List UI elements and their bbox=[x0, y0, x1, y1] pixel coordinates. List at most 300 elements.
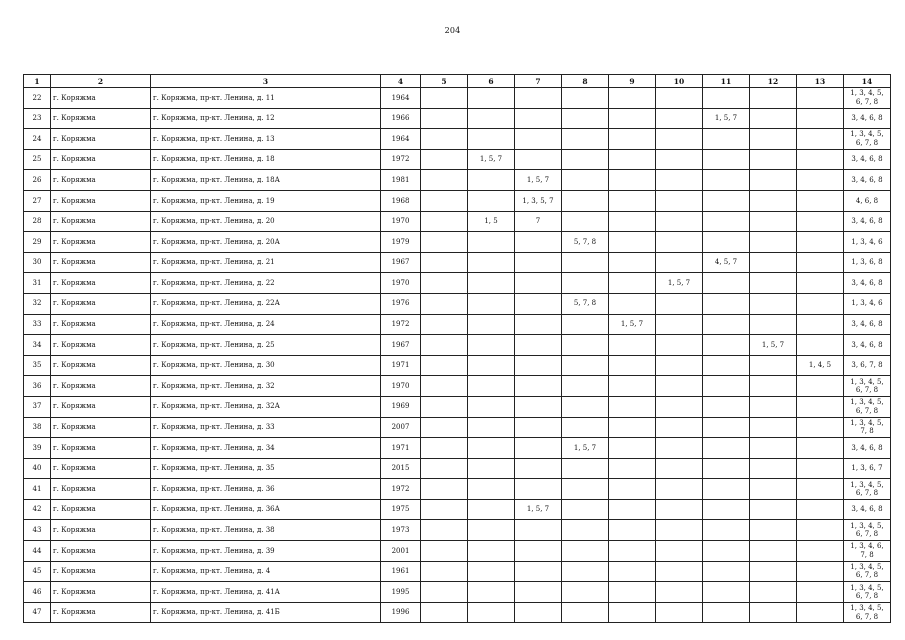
table-row bbox=[24, 520, 891, 541]
table-cell-col-9 bbox=[609, 438, 656, 459]
table-cell-col-8: 5, 7, 8 bbox=[562, 293, 609, 314]
table-cell-col-10 bbox=[656, 417, 703, 438]
table-cell-col-7: 1, 5, 7 bbox=[515, 499, 562, 520]
table-cell-col-12 bbox=[750, 479, 797, 500]
table-cell-col-3: г. Коряжма, пр-кт. Ленина, д. 4 bbox=[151, 561, 381, 582]
table-cell-col-9 bbox=[609, 88, 656, 109]
table-cell-col-12 bbox=[750, 541, 797, 562]
header-row bbox=[24, 75, 891, 88]
table-cell-col-1: 38 bbox=[24, 417, 51, 438]
table-cell-col-14: 3, 4, 6, 8 bbox=[844, 108, 891, 129]
table-cell-col-5 bbox=[421, 211, 468, 232]
table-cell-col-8 bbox=[562, 252, 609, 273]
table-cell-col-1: 30 bbox=[24, 252, 51, 273]
table-cell-col-8 bbox=[562, 417, 609, 438]
table-cell-col-2: г. Коряжма bbox=[51, 582, 151, 603]
table-cell-col-12 bbox=[750, 129, 797, 150]
column-header-1: 1 bbox=[24, 75, 51, 88]
table-cell-col-6 bbox=[468, 252, 515, 273]
table-cell-col-4: 1973 bbox=[381, 520, 421, 541]
table-cell-col-14: 1, 3, 4, 5, 6, 7, 8 bbox=[844, 582, 891, 603]
table-cell-col-6 bbox=[468, 273, 515, 294]
table-row bbox=[24, 335, 891, 356]
table-cell-col-9 bbox=[609, 520, 656, 541]
table-cell-col-12 bbox=[750, 190, 797, 211]
table-cell-col-5 bbox=[421, 335, 468, 356]
table-cell-col-6 bbox=[468, 499, 515, 520]
table-cell-col-4: 1970 bbox=[381, 273, 421, 294]
table-cell-col-4: 1969 bbox=[381, 396, 421, 417]
table-cell-col-13 bbox=[797, 273, 844, 294]
table-cell-col-1: 32 bbox=[24, 293, 51, 314]
table-cell-col-14: 1, 3, 4, 6 bbox=[844, 232, 891, 253]
table-cell-col-5 bbox=[421, 582, 468, 603]
table-cell-col-4: 1996 bbox=[381, 602, 421, 623]
table-cell-col-8 bbox=[562, 499, 609, 520]
table-cell-col-1: 37 bbox=[24, 396, 51, 417]
table-cell-col-7 bbox=[515, 293, 562, 314]
table-cell-col-4: 1966 bbox=[381, 108, 421, 129]
table-cell-col-14: 1, 3, 4, 5, 6, 7, 8 bbox=[844, 520, 891, 541]
table-cell-col-3: г. Коряжма, пр-кт. Ленина, д. 18 bbox=[151, 149, 381, 170]
table-cell-col-11 bbox=[703, 520, 750, 541]
table-cell-col-4: 1970 bbox=[381, 211, 421, 232]
table-cell-col-12 bbox=[750, 582, 797, 603]
table-cell-col-11 bbox=[703, 335, 750, 356]
table-cell-col-11 bbox=[703, 376, 750, 397]
table-cell-col-9 bbox=[609, 396, 656, 417]
table-cell-col-8 bbox=[562, 335, 609, 356]
table-cell-col-3: г. Коряжма, пр-кт. Ленина, д. 36А bbox=[151, 499, 381, 520]
table-row bbox=[24, 88, 891, 109]
table-cell-col-8 bbox=[562, 541, 609, 562]
table-cell-col-7 bbox=[515, 602, 562, 623]
table-cell-col-11 bbox=[703, 499, 750, 520]
column-header-3: 3 bbox=[151, 75, 381, 88]
table-cell-col-1: 31 bbox=[24, 273, 51, 294]
table-cell-col-2: г. Коряжма bbox=[51, 602, 151, 623]
table-cell-col-4: 1979 bbox=[381, 232, 421, 253]
column-header-6: 6 bbox=[468, 75, 515, 88]
table-cell-col-3: г. Коряжма, пр-кт. Ленина, д. 13 bbox=[151, 129, 381, 150]
table-cell-col-5 bbox=[421, 479, 468, 500]
table-cell-col-10 bbox=[656, 520, 703, 541]
table-cell-col-11 bbox=[703, 314, 750, 335]
table-cell-col-11 bbox=[703, 602, 750, 623]
table-cell-col-6 bbox=[468, 232, 515, 253]
table-cell-col-10 bbox=[656, 376, 703, 397]
table-cell-col-12 bbox=[750, 355, 797, 376]
table-cell-col-6 bbox=[468, 602, 515, 623]
table-cell-col-13 bbox=[797, 438, 844, 459]
table-row bbox=[24, 561, 891, 582]
table-cell-col-7: 1, 3, 5, 7 bbox=[515, 190, 562, 211]
table-row bbox=[24, 232, 891, 253]
table-cell-col-13 bbox=[797, 88, 844, 109]
table-cell-col-4: 1968 bbox=[381, 190, 421, 211]
table-cell-col-13 bbox=[797, 232, 844, 253]
table-cell-col-2: г. Коряжма bbox=[51, 252, 151, 273]
table-cell-col-14: 1, 3, 4, 5, 6, 7, 8 bbox=[844, 396, 891, 417]
table-cell-col-12 bbox=[750, 273, 797, 294]
table-cell-col-1: 47 bbox=[24, 602, 51, 623]
table-cell-col-14: 1, 3, 4, 6, 7, 8 bbox=[844, 541, 891, 562]
table-cell-col-1: 24 bbox=[24, 129, 51, 150]
table-cell-col-1: 36 bbox=[24, 376, 51, 397]
table-cell-col-13 bbox=[797, 582, 844, 603]
table-cell-col-4: 2001 bbox=[381, 541, 421, 562]
table-row bbox=[24, 129, 891, 150]
table-cell-col-11 bbox=[703, 293, 750, 314]
table-cell-col-5 bbox=[421, 88, 468, 109]
table-cell-col-2: г. Коряжма bbox=[51, 396, 151, 417]
table-cell-col-9 bbox=[609, 170, 656, 191]
table-header bbox=[24, 75, 891, 88]
table-cell-col-11 bbox=[703, 190, 750, 211]
table-cell-col-13 bbox=[797, 170, 844, 191]
table-cell-col-3: г. Коряжма, пр-кт. Ленина, д. 19 bbox=[151, 190, 381, 211]
table-cell-col-6: 1, 5, 7 bbox=[468, 149, 515, 170]
table-cell-col-13 bbox=[797, 376, 844, 397]
table-cell-col-13 bbox=[797, 108, 844, 129]
table-cell-col-6 bbox=[468, 355, 515, 376]
table-cell-col-7 bbox=[515, 252, 562, 273]
table-cell-col-7 bbox=[515, 458, 562, 479]
table-row bbox=[24, 582, 891, 603]
table-cell-col-12 bbox=[750, 252, 797, 273]
table-cell-col-9 bbox=[609, 499, 656, 520]
table-cell-col-1: 40 bbox=[24, 458, 51, 479]
table-cell-col-9 bbox=[609, 602, 656, 623]
table-cell-col-13 bbox=[797, 252, 844, 273]
table-cell-col-4: 1972 bbox=[381, 149, 421, 170]
table-cell-col-4: 2007 bbox=[381, 417, 421, 438]
table-cell-col-14: 3, 4, 6, 8 bbox=[844, 438, 891, 459]
table-cell-col-2: г. Коряжма bbox=[51, 561, 151, 582]
table-cell-col-7 bbox=[515, 232, 562, 253]
column-header-13: 13 bbox=[797, 75, 844, 88]
column-header-2: 2 bbox=[51, 75, 151, 88]
table-cell-col-14: 1, 3, 4, 5, 6, 7, 8 bbox=[844, 88, 891, 109]
table-cell-col-3: г. Коряжма, пр-кт. Ленина, д. 30 bbox=[151, 355, 381, 376]
table-cell-col-13 bbox=[797, 499, 844, 520]
table-cell-col-10 bbox=[656, 314, 703, 335]
table-cell-col-11 bbox=[703, 582, 750, 603]
table-cell-col-10 bbox=[656, 499, 703, 520]
table-cell-col-6 bbox=[468, 396, 515, 417]
table-cell-col-8 bbox=[562, 88, 609, 109]
table-cell-col-10 bbox=[656, 335, 703, 356]
table-cell-col-4: 1981 bbox=[381, 170, 421, 191]
table-cell-col-4: 1971 bbox=[381, 355, 421, 376]
table-cell-col-8 bbox=[562, 149, 609, 170]
table-cell-col-4: 1972 bbox=[381, 314, 421, 335]
table-cell-col-2: г. Коряжма bbox=[51, 458, 151, 479]
table-cell-col-2: г. Коряжма bbox=[51, 149, 151, 170]
table-row bbox=[24, 396, 891, 417]
table-cell-col-12 bbox=[750, 520, 797, 541]
table-cell-col-5 bbox=[421, 561, 468, 582]
table-cell-col-2: г. Коряжма bbox=[51, 170, 151, 191]
table-cell-col-4: 1964 bbox=[381, 129, 421, 150]
table-cell-col-5 bbox=[421, 417, 468, 438]
table-cell-col-1: 42 bbox=[24, 499, 51, 520]
table-cell-col-11 bbox=[703, 88, 750, 109]
table-cell-col-13 bbox=[797, 520, 844, 541]
table-row bbox=[24, 479, 891, 500]
table-cell-col-13 bbox=[797, 396, 844, 417]
table-cell-col-14: 1, 3, 6, 7 bbox=[844, 458, 891, 479]
table-body bbox=[24, 88, 891, 623]
table-cell-col-3: г. Коряжма, пр-кт. Ленина, д. 33 bbox=[151, 417, 381, 438]
table-cell-col-9 bbox=[609, 582, 656, 603]
table-cell-col-13 bbox=[797, 129, 844, 150]
table-cell-col-5 bbox=[421, 232, 468, 253]
column-header-11: 11 bbox=[703, 75, 750, 88]
table-cell-col-4: 2015 bbox=[381, 458, 421, 479]
table-cell-col-14: 4, 6, 8 bbox=[844, 190, 891, 211]
table-cell-col-11 bbox=[703, 129, 750, 150]
table-cell-col-6 bbox=[468, 335, 515, 356]
table-cell-col-6 bbox=[468, 314, 515, 335]
table-cell-col-1: 25 bbox=[24, 149, 51, 170]
table-cell-col-9 bbox=[609, 355, 656, 376]
table-cell-col-10 bbox=[656, 602, 703, 623]
housing-table bbox=[23, 74, 891, 623]
table-cell-col-5 bbox=[421, 438, 468, 459]
table-cell-col-5 bbox=[421, 602, 468, 623]
table-cell-col-13 bbox=[797, 149, 844, 170]
table-cell-col-5 bbox=[421, 458, 468, 479]
table-cell-col-4: 1970 bbox=[381, 376, 421, 397]
table-row bbox=[24, 417, 891, 438]
table-cell-col-3: г. Коряжма, пр-кт. Ленина, д. 34 bbox=[151, 438, 381, 459]
table-cell-col-14: 1, 3, 4, 6 bbox=[844, 293, 891, 314]
table-cell-col-10 bbox=[656, 149, 703, 170]
table-cell-col-3: г. Коряжма, пр-кт. Ленина, д. 12 bbox=[151, 108, 381, 129]
table-cell-col-3: г. Коряжма, пр-кт. Ленина, д. 11 bbox=[151, 88, 381, 109]
table-cell-col-5 bbox=[421, 396, 468, 417]
table-cell-col-8 bbox=[562, 211, 609, 232]
table-cell-col-7 bbox=[515, 108, 562, 129]
table-cell-col-7 bbox=[515, 355, 562, 376]
table-cell-col-11 bbox=[703, 232, 750, 253]
table-cell-col-9 bbox=[609, 417, 656, 438]
table-cell-col-2: г. Коряжма bbox=[51, 499, 151, 520]
table-cell-col-10 bbox=[656, 355, 703, 376]
table-cell-col-14: 1, 3, 4, 5, 6, 7, 8 bbox=[844, 376, 891, 397]
table-cell-col-12 bbox=[750, 376, 797, 397]
table-cell-col-9 bbox=[609, 541, 656, 562]
table-cell-col-10 bbox=[656, 541, 703, 562]
table-cell-col-10 bbox=[656, 438, 703, 459]
table-cell-col-11 bbox=[703, 438, 750, 459]
table-cell-col-1: 28 bbox=[24, 211, 51, 232]
table-cell-col-4: 1995 bbox=[381, 582, 421, 603]
column-header-9: 9 bbox=[609, 75, 656, 88]
table-row bbox=[24, 314, 891, 335]
table-cell-col-12 bbox=[750, 314, 797, 335]
table-cell-col-12 bbox=[750, 293, 797, 314]
column-header-10: 10 bbox=[656, 75, 703, 88]
table-cell-col-5 bbox=[421, 129, 468, 150]
table-cell-col-9 bbox=[609, 252, 656, 273]
table-cell-col-14: 3, 4, 6, 8 bbox=[844, 499, 891, 520]
table-cell-col-12 bbox=[750, 88, 797, 109]
table-cell-col-1: 22 bbox=[24, 88, 51, 109]
table-cell-col-4: 1964 bbox=[381, 88, 421, 109]
table-cell-col-4: 1967 bbox=[381, 252, 421, 273]
table-row bbox=[24, 108, 891, 129]
table-cell-col-8 bbox=[562, 396, 609, 417]
table-row bbox=[24, 211, 891, 232]
table-cell-col-7 bbox=[515, 149, 562, 170]
table-cell-col-8 bbox=[562, 273, 609, 294]
table-cell-col-14: 3, 4, 6, 8 bbox=[844, 273, 891, 294]
table-cell-col-10 bbox=[656, 108, 703, 129]
table-cell-col-8: 1, 5, 7 bbox=[562, 438, 609, 459]
table-cell-col-5 bbox=[421, 499, 468, 520]
table-cell-col-13 bbox=[797, 561, 844, 582]
table-cell-col-3: г. Коряжма, пр-кт. Ленина, д. 39 bbox=[151, 541, 381, 562]
table-cell-col-9 bbox=[609, 232, 656, 253]
table-cell-col-6 bbox=[468, 458, 515, 479]
table-cell-col-1: 27 bbox=[24, 190, 51, 211]
table-cell-col-7 bbox=[515, 273, 562, 294]
table-cell-col-4: 1975 bbox=[381, 499, 421, 520]
table-cell-col-3: г. Коряжма, пр-кт. Ленина, д. 38 bbox=[151, 520, 381, 541]
table-cell-col-12 bbox=[750, 108, 797, 129]
table-row bbox=[24, 458, 891, 479]
table-cell-col-10 bbox=[656, 129, 703, 150]
table-cell-col-1: 29 bbox=[24, 232, 51, 253]
table-cell-col-3: г. Коряжма, пр-кт. Ленина, д. 41Б bbox=[151, 602, 381, 623]
table-cell-col-6 bbox=[468, 561, 515, 582]
table-cell-col-9 bbox=[609, 129, 656, 150]
table-cell-col-6 bbox=[468, 190, 515, 211]
table-row bbox=[24, 438, 891, 459]
table-cell-col-11 bbox=[703, 170, 750, 191]
table-cell-col-12 bbox=[750, 499, 797, 520]
table-cell-col-12: 1, 5, 7 bbox=[750, 335, 797, 356]
page-number: 204 bbox=[444, 26, 461, 35]
table-cell-col-10 bbox=[656, 232, 703, 253]
table-cell-col-8 bbox=[562, 602, 609, 623]
table-cell-col-7 bbox=[515, 129, 562, 150]
table-cell-col-3: г. Коряжма, пр-кт. Ленина, д. 32А bbox=[151, 396, 381, 417]
table-cell-col-7 bbox=[515, 582, 562, 603]
table-row bbox=[24, 602, 891, 623]
table-cell-col-9 bbox=[609, 190, 656, 211]
table-cell-col-10 bbox=[656, 88, 703, 109]
table-cell-col-1: 33 bbox=[24, 314, 51, 335]
table-cell-col-11 bbox=[703, 458, 750, 479]
table-cell-col-1: 35 bbox=[24, 355, 51, 376]
column-header-8: 8 bbox=[562, 75, 609, 88]
table-cell-col-12 bbox=[750, 232, 797, 253]
table-row bbox=[24, 499, 891, 520]
column-header-7: 7 bbox=[515, 75, 562, 88]
table-cell-col-12 bbox=[750, 417, 797, 438]
table-cell-col-7 bbox=[515, 88, 562, 109]
table-cell-col-11 bbox=[703, 149, 750, 170]
table-cell-col-12 bbox=[750, 149, 797, 170]
table-cell-col-7 bbox=[515, 561, 562, 582]
table-cell-col-9 bbox=[609, 335, 656, 356]
table-cell-col-4: 1961 bbox=[381, 561, 421, 582]
table-cell-col-12 bbox=[750, 396, 797, 417]
table-cell-col-6 bbox=[468, 582, 515, 603]
table-cell-col-10 bbox=[656, 479, 703, 500]
table-cell-col-7 bbox=[515, 541, 562, 562]
table-cell-col-7 bbox=[515, 376, 562, 397]
table-cell-col-14: 3, 6, 7, 8 bbox=[844, 355, 891, 376]
table-cell-col-3: г. Коряжма, пр-кт. Ленина, д. 32 bbox=[151, 376, 381, 397]
table-cell-col-13 bbox=[797, 314, 844, 335]
table-cell-col-13: 1, 4, 5 bbox=[797, 355, 844, 376]
table-row bbox=[24, 376, 891, 397]
table-cell-col-2: г. Коряжма bbox=[51, 273, 151, 294]
table-cell-col-10 bbox=[656, 582, 703, 603]
table-cell-col-11 bbox=[703, 561, 750, 582]
table-cell-col-11: 4, 5, 7 bbox=[703, 252, 750, 273]
table-cell-col-14: 3, 4, 6, 8 bbox=[844, 149, 891, 170]
table-cell-col-2: г. Коряжма bbox=[51, 293, 151, 314]
table-cell-col-5 bbox=[421, 170, 468, 191]
table-cell-col-2: г. Коряжма bbox=[51, 129, 151, 150]
table-cell-col-5 bbox=[421, 314, 468, 335]
table-cell-col-13 bbox=[797, 335, 844, 356]
table-cell-col-6: 1, 5 bbox=[468, 211, 515, 232]
table-cell-col-3: г. Коряжма, пр-кт. Ленина, д. 18А bbox=[151, 170, 381, 191]
table-cell-col-10 bbox=[656, 190, 703, 211]
table-cell-col-2: г. Коряжма bbox=[51, 232, 151, 253]
table-cell-col-7 bbox=[515, 314, 562, 335]
table-cell-col-3: г. Коряжма, пр-кт. Ленина, д. 25 bbox=[151, 335, 381, 356]
table-cell-col-1: 45 bbox=[24, 561, 51, 582]
table-cell-col-6 bbox=[468, 520, 515, 541]
table-cell-col-8: 5, 7, 8 bbox=[562, 232, 609, 253]
table-row bbox=[24, 190, 891, 211]
table-cell-col-5 bbox=[421, 190, 468, 211]
table-cell-col-3: г. Коряжма, пр-кт. Ленина, д. 21 bbox=[151, 252, 381, 273]
table-cell-col-14: 1, 3, 4, 5, 6, 7, 8 bbox=[844, 561, 891, 582]
table-cell-col-2: г. Коряжма bbox=[51, 417, 151, 438]
table-cell-col-5 bbox=[421, 355, 468, 376]
table-cell-col-7 bbox=[515, 479, 562, 500]
table-cell-col-1: 23 bbox=[24, 108, 51, 129]
table-cell-col-10 bbox=[656, 293, 703, 314]
table-cell-col-3: г. Коряжма, пр-кт. Ленина, д. 20А bbox=[151, 232, 381, 253]
table-cell-col-7 bbox=[515, 438, 562, 459]
table-cell-col-11 bbox=[703, 211, 750, 232]
table-cell-col-1: 46 bbox=[24, 582, 51, 603]
table-cell-col-12 bbox=[750, 170, 797, 191]
table-cell-col-8 bbox=[562, 479, 609, 500]
table-cell-col-13 bbox=[797, 190, 844, 211]
table-cell-col-6 bbox=[468, 376, 515, 397]
table-cell-col-14: 1, 3, 4, 5, 6, 7, 8 bbox=[844, 129, 891, 150]
table-row bbox=[24, 273, 891, 294]
table-cell-col-10 bbox=[656, 170, 703, 191]
table-cell-col-1: 43 bbox=[24, 520, 51, 541]
table-row bbox=[24, 541, 891, 562]
table-cell-col-3: г. Коряжма, пр-кт. Ленина, д. 24 bbox=[151, 314, 381, 335]
table-cell-col-14: 1, 3, 4, 5, 7, 8 bbox=[844, 417, 891, 438]
table-cell-col-8 bbox=[562, 190, 609, 211]
table-cell-col-1: 26 bbox=[24, 170, 51, 191]
table-cell-col-5 bbox=[421, 520, 468, 541]
